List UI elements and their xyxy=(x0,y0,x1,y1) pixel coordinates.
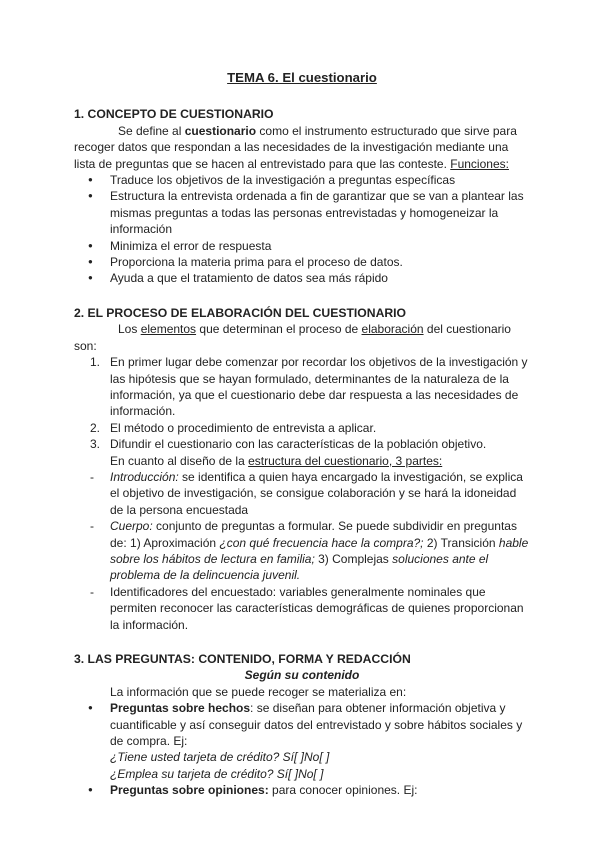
section-2-intro xyxy=(74,321,530,354)
list-number: 3. xyxy=(90,437,101,452)
elaboracion-word: elaboración xyxy=(361,322,424,337)
list-item: ● Estructura la entrevista ordenada a fin de garantizar que se van a plantear las mismas preguntas a todas las personas entrevistadas y homogeneizar la información xyxy=(74,188,530,237)
part-text: 2) Transición xyxy=(423,535,499,550)
section-2-heading: 2. EL PROCESO DE ELABORACIÓN DEL CUESTIONARIO xyxy=(74,305,407,320)
document-page xyxy=(74,70,530,799)
structure-underlined: estructura del cuestionario, 3 partes: xyxy=(248,453,443,468)
list-item xyxy=(74,354,530,420)
list-item: ● Ayuda a que el tratamiento de datos sea más rápido xyxy=(74,270,530,286)
example-question: ¿Tiene usted tarjeta de crédito? Sí[ ]No[ ] xyxy=(110,750,330,765)
part-label: Introducción: xyxy=(110,469,179,484)
list-number: 1. xyxy=(90,355,101,370)
intro-text-end: del cuestionario son: xyxy=(74,322,511,353)
intro-text: Los xyxy=(118,322,141,337)
list-item xyxy=(74,518,530,584)
question-type-label: Preguntas sobre hechos xyxy=(110,701,251,716)
dash-marker: - xyxy=(90,519,94,534)
example-questions xyxy=(74,749,530,782)
list-item: ● Proporciona la materia prima para el proceso de datos. xyxy=(74,254,530,270)
funciones-label: Funciones: xyxy=(450,156,509,171)
example-question: ¿Emplea su tarjeta de crédito? Sí[ ]No[ ] xyxy=(110,766,324,781)
example-italic: soluciones ante el problema de la delincuencia juvenil. xyxy=(110,551,489,583)
definition-text: Se define al xyxy=(118,123,185,138)
example-italic: ¿con qué frecuencia hace la compra?; xyxy=(219,535,424,550)
list-text: El método o procedimiento de entrevista a aplicar. xyxy=(110,420,377,435)
question-type-label: Preguntas sobre opiniones: xyxy=(110,783,269,798)
section-3-subheading: Según su contenido xyxy=(244,668,360,683)
list-item xyxy=(74,469,530,518)
list-text: En primer lugar debe comenzar por recordar los objetivos de la investigación y las hipótesis que se hayan formulado, determinantes de la naturaleza de la información, ya que el cuestionario debe dar respuesta a las necesidades de información. xyxy=(110,355,528,419)
question-types-list xyxy=(74,700,530,749)
section-3 xyxy=(74,651,530,799)
page-title: TEMA 6. El cuestionario xyxy=(227,70,377,85)
list-item xyxy=(74,700,530,749)
part-text: se identifica a quien haya encargado la investigación, se explica el objetivo de investigación, se consigue colaboración y se hará la idoneidad de la persona encuestada xyxy=(110,469,523,517)
list-item xyxy=(74,584,530,633)
example-italic: hable sobre los hábitos de lectura en familia; xyxy=(110,535,529,566)
question-type-text: para conocer opiniones. Ej: xyxy=(268,783,418,798)
part-text: 3) Complejas xyxy=(314,551,393,566)
dash-marker: - xyxy=(90,584,94,599)
section-1-heading: 1. CONCEPTO DE CUESTIONARIO xyxy=(74,107,274,122)
functions-list xyxy=(74,172,530,287)
list-text: Difundir el cuestionario con las características de la población objetivo. xyxy=(110,437,487,452)
structure-parts-list xyxy=(74,469,530,633)
section-1-definition xyxy=(74,123,530,172)
structure-intro xyxy=(74,453,530,469)
section-3-heading: 3. LAS PREGUNTAS: CONTENIDO, FORMA Y REDACCIÓN xyxy=(74,652,411,666)
section-3-intro: La información que se puede recoger se materializa en: xyxy=(110,684,407,699)
intro-text-cont: que determinan el proceso de xyxy=(196,322,362,337)
question-types-list-2 xyxy=(74,782,530,798)
part-text: conjunto de preguntas a formular. Se puede subdividir en preguntas de: 1) Aproximación xyxy=(110,519,517,550)
list-item xyxy=(74,436,530,452)
elementos-word: elementos xyxy=(140,322,197,337)
list-item: ● Minimiza el error de respuesta xyxy=(74,238,530,254)
part-text: Identificadores del encuestado: variables generalmente nominales que permiten reconocer las características demográficas de quienes proporcionan la información. xyxy=(110,584,524,632)
part-label: Cuerpo: xyxy=(110,519,153,534)
list-item xyxy=(74,782,530,798)
section-2 xyxy=(74,305,530,633)
list-item xyxy=(74,420,530,436)
elements-list xyxy=(74,354,530,452)
dash-marker: - xyxy=(90,469,94,484)
definition-term: cuestionario xyxy=(184,123,257,138)
list-number: 2. xyxy=(90,420,101,435)
question-type-text: : se diseñan para obtener información objetiva y cuantificable y así conseguir datos del entrevistado y sobre hábitos sociales y de compra. Ej: xyxy=(110,701,523,749)
structure-text: En cuanto al diseño de la xyxy=(110,453,249,468)
list-item: ● Traduce los objetivos de la investigación a preguntas específicas xyxy=(74,172,530,188)
definition-text-cont: como el instrumento estructurado que sirve para recoger datos que respondan a las necesidades de la investigación mediante una lista de preguntas que se hacen al entrevistado para que las conteste. xyxy=(74,123,517,171)
